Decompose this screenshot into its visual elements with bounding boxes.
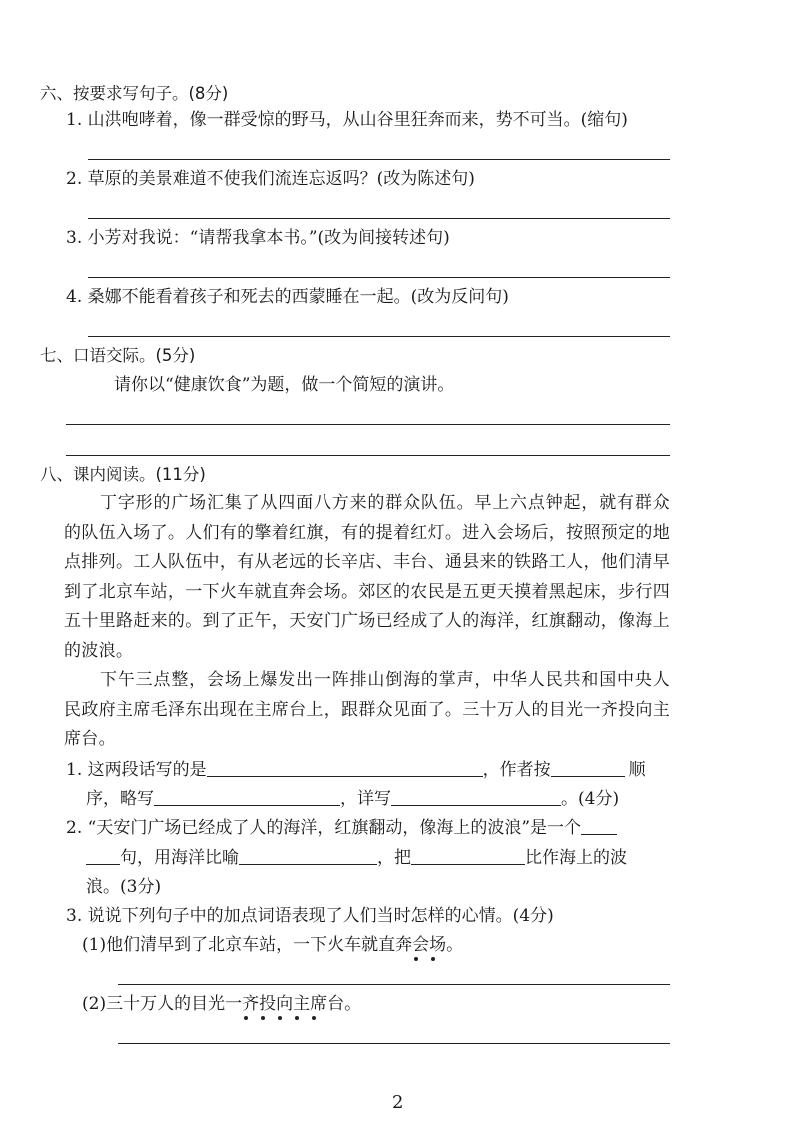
section6-item-1: 1. 山洪咆哮着，像一群受惊的野马，从山谷里狂奔而来，势不可当。(缩句) bbox=[66, 110, 628, 130]
q1-text-d: 序，略写 bbox=[86, 789, 154, 809]
answer-line-6-4[interactable] bbox=[88, 336, 670, 337]
emphasis-dot bbox=[312, 1016, 316, 1020]
section6-item-4: 4. 桑娜不能看着孩子和死去的西蒙睡在一起。(改为反问句) bbox=[66, 287, 509, 307]
q1-text-e: ，详写 bbox=[340, 789, 391, 809]
section8-heading: 八、课内阅读。(11分) bbox=[40, 465, 206, 484]
question-2-line-2 bbox=[86, 848, 627, 868]
question-1-line-1 bbox=[66, 760, 646, 780]
reading-passage-1: 丁字形的广场汇集了从四面八方来的群众队伍。早上六点钟起，就有群众的队伍入场了。人们有的擎着红旗，有的提着红灯。进入会场后，按照预定的地点排列。工人队伍中，有从老远的长辛店、丰台、通县来的铁路工人，他们清早到了北京车站，一下火车就直奔会场。郊区的农民是五更天摸着黑起床，步行四五十里路赶来的。到了正午，天安门广场已经成了人的海洋，红旗翻动，像海上的波浪。 bbox=[64, 493, 670, 661]
answer-line-7-1[interactable] bbox=[66, 424, 670, 425]
question-2-line-3: 浪。(3分) bbox=[86, 877, 162, 897]
q1-text-b: ，作者按 bbox=[482, 760, 551, 780]
q1-blank-brief[interactable] bbox=[154, 789, 340, 806]
question-1-line-2 bbox=[86, 789, 619, 809]
answer-line-6-1[interactable] bbox=[88, 159, 670, 160]
reading-passage-2: 下午三点整，会场上爆发出一阵排山倒海的掌声，中华人民共和国中央人民政府主席毛泽东出现在主席台上，跟群众见面了。三十万人的目光一齐投向主席台。 bbox=[64, 670, 670, 749]
question-3-sentence-2: (2)三十万人的目光一齐投向主席台。 bbox=[82, 994, 362, 1014]
q2-blank-object[interactable] bbox=[411, 848, 525, 865]
emphasis-dot bbox=[278, 1016, 282, 1020]
q2-blank-type-b[interactable] bbox=[86, 848, 120, 865]
q2-text-c: ，把 bbox=[377, 848, 411, 868]
q2-text-d: 比作海上的波 bbox=[525, 848, 627, 868]
answer-line-6-3[interactable] bbox=[88, 277, 670, 278]
emphasis-dot bbox=[431, 957, 435, 961]
q1-text-a: 1. 这两段话写的是 bbox=[66, 760, 207, 780]
section7-prompt: 请你以“健康饮食”为题，做一个简短的演讲。 bbox=[114, 375, 455, 395]
emphasis-dot bbox=[244, 1016, 248, 1020]
page-number: 2 bbox=[392, 1092, 404, 1113]
question-3-stem: 3. 说说下列句子中的加点词语表现了人们当时怎样的心情。(4分) bbox=[66, 906, 554, 926]
q1-text-f: 。(4分) bbox=[561, 789, 620, 809]
answer-line-6-2[interactable] bbox=[88, 218, 670, 219]
section6-item-2: 2. 草原的美景难道不使我们流连忘返吗？(改为陈述句) bbox=[66, 169, 475, 189]
section7-heading: 七、口语交际。(5分) bbox=[40, 346, 196, 365]
emphasis-dot bbox=[414, 957, 418, 961]
q1-blank-order[interactable] bbox=[551, 760, 625, 777]
q2-blank-type-a[interactable] bbox=[581, 818, 617, 835]
section6-heading: 六、按要求写句子。(8分) bbox=[40, 84, 229, 103]
q2-text-a: 2. “天安门广场已经成了人的海洋，红旗翻动，像海上的波浪”是一个 bbox=[66, 818, 582, 838]
section6-item-3: 3. 小芳对我说：“请帮我拿本书。”(改为间接转述句) bbox=[66, 228, 450, 248]
emphasis-dot bbox=[295, 1016, 299, 1020]
answer-line-8-3-2[interactable] bbox=[118, 1043, 670, 1044]
q1-text-c: 顺 bbox=[628, 760, 646, 780]
answer-line-7-2[interactable] bbox=[66, 455, 670, 456]
q2-text-b: 句，用海洋比喻 bbox=[120, 848, 239, 868]
q1-blank-topic[interactable] bbox=[207, 760, 483, 777]
q2-blank-ocean[interactable] bbox=[239, 848, 377, 865]
question-2-line-1 bbox=[66, 818, 617, 838]
emphasis-dot bbox=[261, 1016, 265, 1020]
answer-line-8-3-1[interactable] bbox=[118, 984, 670, 985]
q1-blank-detailed[interactable] bbox=[391, 789, 561, 806]
question-3-sentence-1: (1)他们清早到了北京车站，一下火车就直奔会场。 bbox=[82, 935, 464, 955]
